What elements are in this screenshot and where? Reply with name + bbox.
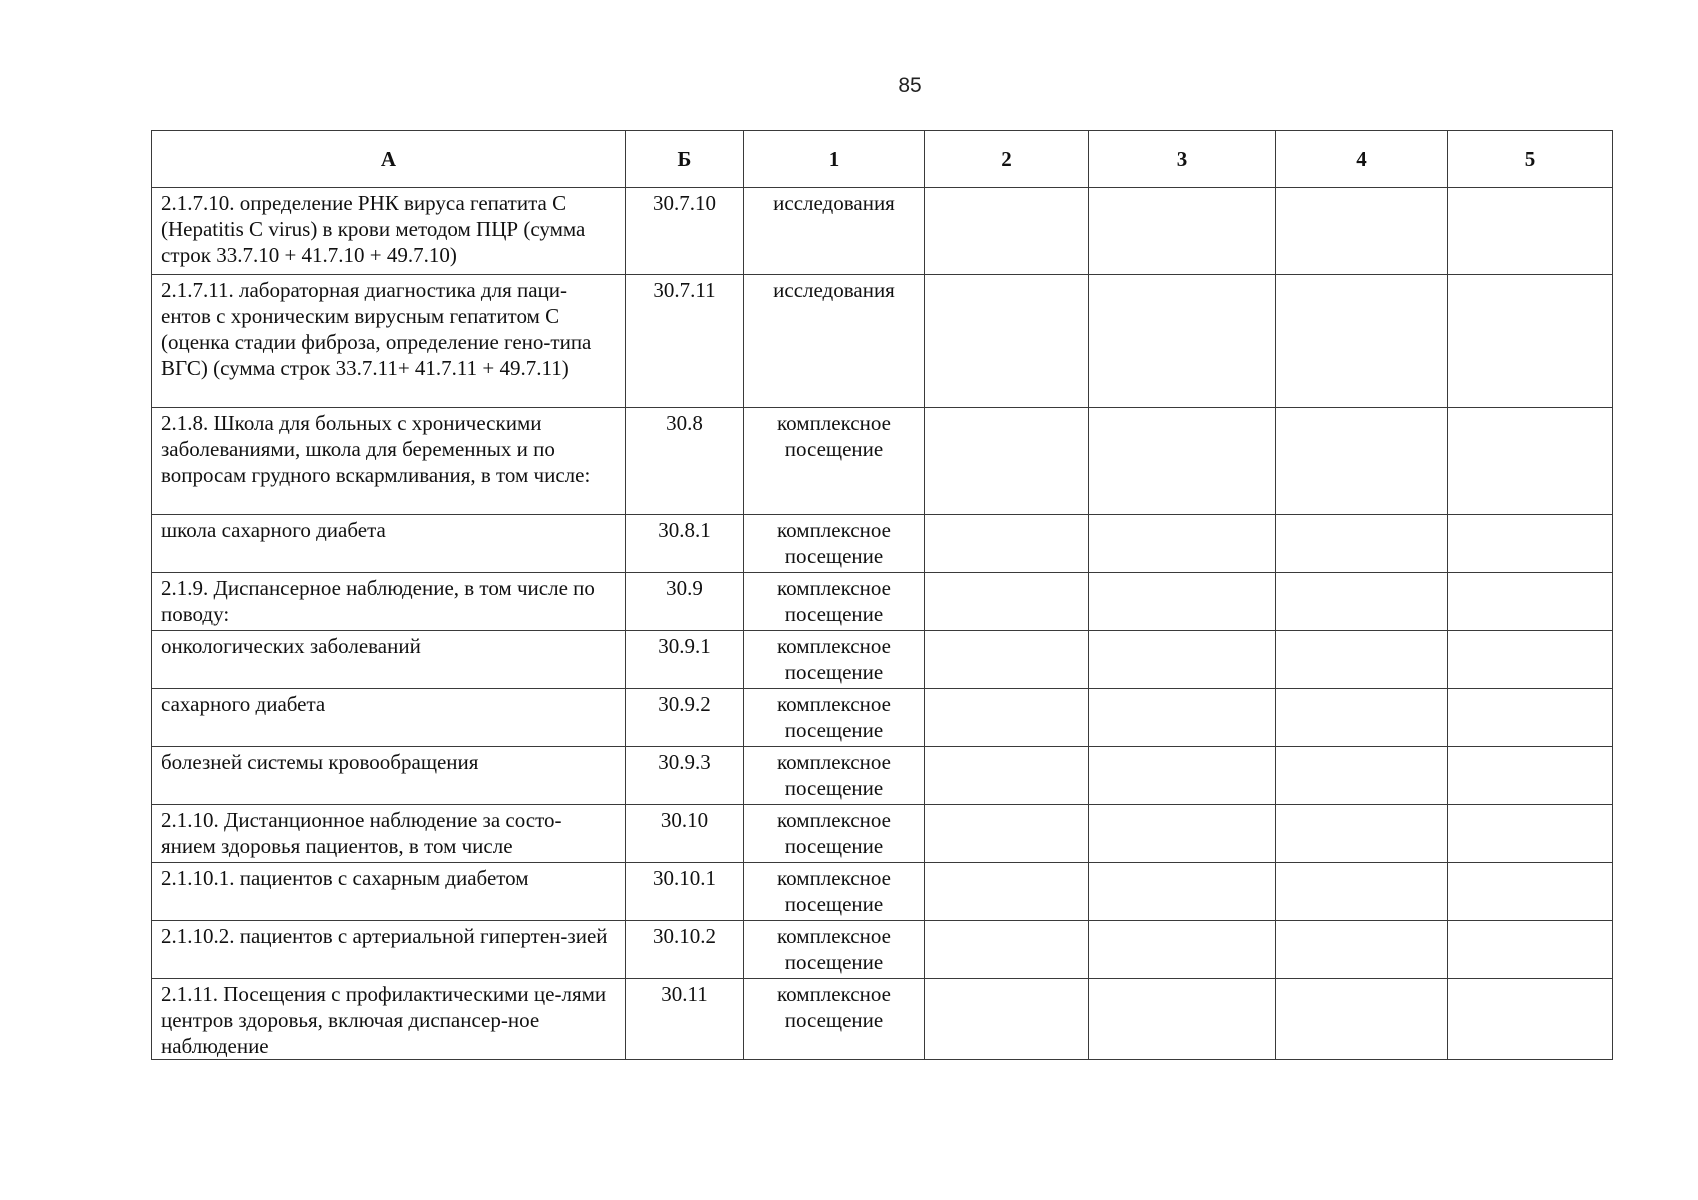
table-body xyxy=(152,188,1613,1060)
row-value-4 xyxy=(1276,805,1448,863)
row-value-4 xyxy=(1276,921,1448,979)
row-value-5 xyxy=(1448,573,1613,631)
row-code: 30.9.3 xyxy=(626,747,744,805)
row-value-5 xyxy=(1448,515,1613,573)
row-value-4 xyxy=(1276,747,1448,805)
row-value-3 xyxy=(1089,573,1276,631)
table-row xyxy=(152,805,1613,863)
row-unit: комплексное посещение xyxy=(744,573,925,631)
row-value-2 xyxy=(925,573,1089,631)
row-value-3 xyxy=(1089,921,1276,979)
table-row xyxy=(152,747,1613,805)
row-code: 30.9.1 xyxy=(626,631,744,689)
column-header-a: А xyxy=(152,131,626,188)
row-value-4 xyxy=(1276,631,1448,689)
row-value-3 xyxy=(1089,515,1276,573)
row-description: 2.1.10.1. пациентов с сахарным диабетом xyxy=(152,863,626,921)
row-code: 30.10.2 xyxy=(626,921,744,979)
row-description: болезней системы кровообращения xyxy=(152,747,626,805)
row-value-2 xyxy=(925,631,1089,689)
column-header-3: 3 xyxy=(1089,131,1276,188)
row-code: 30.8 xyxy=(626,408,744,515)
row-value-5 xyxy=(1448,863,1613,921)
row-value-5 xyxy=(1448,979,1613,1060)
column-header-b: Б xyxy=(626,131,744,188)
column-header-5: 5 xyxy=(1448,131,1613,188)
row-value-4 xyxy=(1276,275,1448,408)
row-value-4 xyxy=(1276,863,1448,921)
row-unit: комплексное посещение xyxy=(744,408,925,515)
row-value-4 xyxy=(1276,408,1448,515)
row-description: 2.1.10. Дистанционное наблюдение за состо-янием здоровья пациентов, в том числе xyxy=(152,805,626,863)
row-code: 30.7.10 xyxy=(626,188,744,275)
table-row xyxy=(152,689,1613,747)
row-value-5 xyxy=(1448,631,1613,689)
table-row xyxy=(152,921,1613,979)
row-code: 30.11 xyxy=(626,979,744,1060)
row-code: 30.10 xyxy=(626,805,744,863)
row-value-3 xyxy=(1089,275,1276,408)
report-table xyxy=(151,130,1613,1060)
row-unit: комплексное посещение xyxy=(744,979,925,1060)
row-value-3 xyxy=(1089,747,1276,805)
row-value-4 xyxy=(1276,689,1448,747)
row-value-2 xyxy=(925,979,1089,1060)
row-value-2 xyxy=(925,275,1089,408)
row-description: 2.1.10.2. пациентов с артериальной гипертен-зией xyxy=(152,921,626,979)
row-value-3 xyxy=(1089,631,1276,689)
row-value-4 xyxy=(1276,979,1448,1060)
row-value-2 xyxy=(925,747,1089,805)
row-value-3 xyxy=(1089,188,1276,275)
header-row xyxy=(152,131,1613,188)
row-value-5 xyxy=(1448,921,1613,979)
row-value-2 xyxy=(925,863,1089,921)
row-value-3 xyxy=(1089,408,1276,515)
table-row xyxy=(152,188,1613,275)
row-description: онкологических заболеваний xyxy=(152,631,626,689)
row-code: 30.8.1 xyxy=(626,515,744,573)
page-number: 85 xyxy=(898,74,922,97)
column-header-2: 2 xyxy=(925,131,1089,188)
row-value-5 xyxy=(1448,747,1613,805)
row-value-3 xyxy=(1089,979,1276,1060)
row-description: школа сахарного диабета xyxy=(152,515,626,573)
row-value-5 xyxy=(1448,689,1613,747)
row-code: 30.7.11 xyxy=(626,275,744,408)
table-row xyxy=(152,631,1613,689)
column-header-1: 1 xyxy=(744,131,925,188)
row-unit: исследования xyxy=(744,188,925,275)
row-description: 2.1.8. Школа для больных с хроническими заболеваниями, школа для беременных и по вопросам грудного вскармливания, в том числе: xyxy=(152,408,626,515)
column-header-4: 4 xyxy=(1276,131,1448,188)
row-description: сахарного диабета xyxy=(152,689,626,747)
row-value-5 xyxy=(1448,805,1613,863)
table-row xyxy=(152,408,1613,515)
row-code: 30.9.2 xyxy=(626,689,744,747)
row-code: 30.10.1 xyxy=(626,863,744,921)
row-value-3 xyxy=(1089,805,1276,863)
row-unit: комплексное посещение xyxy=(744,863,925,921)
row-description: 2.1.11. Посещения с профилактическими це-лями центров здоровья, включая диспансер-ное наблюдение xyxy=(152,979,626,1060)
table-row xyxy=(152,863,1613,921)
row-description: 2.1.9. Диспансерное наблюдение, в том числе по поводу: xyxy=(152,573,626,631)
row-value-2 xyxy=(925,188,1089,275)
table-row xyxy=(152,515,1613,573)
row-value-2 xyxy=(925,921,1089,979)
row-unit: комплексное посещение xyxy=(744,747,925,805)
row-value-4 xyxy=(1276,188,1448,275)
row-description: 2.1.7.10. определение РНК вируса гепатита С (Hepatitis C virus) в крови методом ПЦР (сумма строк 33.7.10 + 41.7.10 + 49.7.10) xyxy=(152,188,626,275)
row-value-2 xyxy=(925,515,1089,573)
table-row xyxy=(152,573,1613,631)
row-value-5 xyxy=(1448,188,1613,275)
row-value-5 xyxy=(1448,408,1613,515)
row-unit: комплексное посещение xyxy=(744,921,925,979)
row-value-3 xyxy=(1089,689,1276,747)
row-description: 2.1.7.11. лабораторная диагностика для паци-ентов с хроническим вирусным гепатитом С (оценка стадии фиброза, определение гено-типа ВГС) (сумма строк 33.7.11+ 41.7.11 + 49.7.11) xyxy=(152,275,626,408)
row-value-3 xyxy=(1089,863,1276,921)
row-value-5 xyxy=(1448,275,1613,408)
table-row xyxy=(152,979,1613,1060)
row-value-4 xyxy=(1276,573,1448,631)
row-unit: комплексное посещение xyxy=(744,805,925,863)
row-value-4 xyxy=(1276,515,1448,573)
row-value-2 xyxy=(925,805,1089,863)
row-unit: комплексное посещение xyxy=(744,631,925,689)
row-value-2 xyxy=(925,689,1089,747)
table-row xyxy=(152,275,1613,408)
row-unit: комплексное посещение xyxy=(744,515,925,573)
row-unit: комплексное посещение xyxy=(744,689,925,747)
row-value-2 xyxy=(925,408,1089,515)
row-unit: исследования xyxy=(744,275,925,408)
row-code: 30.9 xyxy=(626,573,744,631)
